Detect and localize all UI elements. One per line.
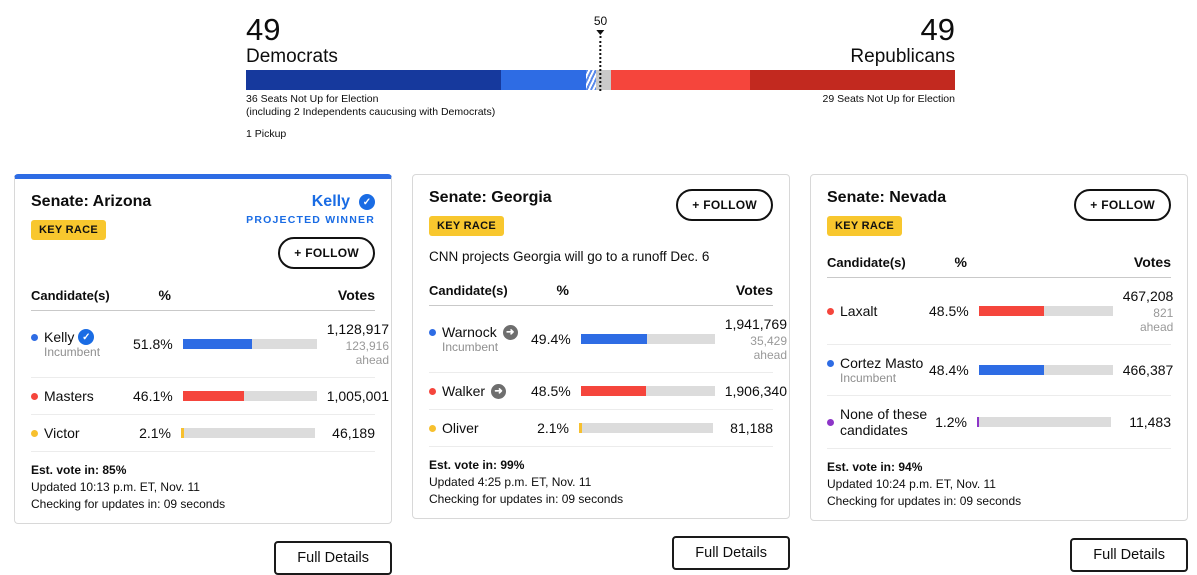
candidate-cell [827, 355, 929, 385]
candidate-row [31, 311, 389, 378]
race-title: Senate: Arizona [31, 193, 152, 210]
dem-party-dot [827, 360, 834, 367]
card-header-left [31, 193, 151, 269]
col-candidates: Candidate(s) [429, 282, 508, 298]
seat-segment-rep-won [611, 70, 750, 90]
candidate-pct: 1.2% [935, 414, 967, 430]
card-header-left [429, 189, 552, 236]
candidate-votes: 466,387 [1122, 362, 1174, 378]
bar-fill [581, 334, 647, 344]
updated-time: Updated 10:13 p.m. ET, Nov. 11 [31, 480, 200, 494]
table-header [827, 254, 1171, 278]
candidate-cell [827, 406, 929, 438]
bar-fill [579, 423, 582, 433]
update-countdown: Checking for updates in: 09 seconds [827, 494, 1022, 508]
candidate-name: Kelly [44, 329, 75, 345]
candidate-cell [31, 425, 133, 441]
candidate-name: Cortez Masto [840, 355, 924, 371]
candidate-name: Masters [44, 388, 94, 404]
rep-not-up-note: 29 Seats Not Up for Election [822, 93, 955, 105]
majority-arrow-icon [596, 30, 604, 35]
candidate-row [827, 345, 1174, 396]
candidate-cell [31, 329, 133, 359]
votes-value: 1,941,769 [724, 316, 787, 332]
key-race-badge: KEY RACE [429, 216, 504, 236]
candidate-name: Victor [44, 425, 80, 441]
est-label: Est. vote in: [827, 460, 896, 474]
bop-notes [246, 93, 955, 119]
candidate-cell [429, 383, 531, 399]
table-header [31, 287, 375, 311]
candidate-pct: 46.1% [133, 388, 173, 404]
candidate-bar [979, 365, 1113, 375]
bar-fill [581, 386, 646, 396]
votes-value: 1,128,917 [326, 321, 389, 337]
bar-fill [181, 428, 184, 438]
key-race-badge: KEY RACE [827, 216, 902, 236]
card-header [429, 189, 773, 236]
race-column-arizona [14, 174, 392, 575]
candidate-bar [183, 339, 317, 349]
candidate-row [827, 278, 1174, 345]
ahead-label: 821 ahead [1139, 306, 1174, 334]
candidate-name: Warnock [442, 324, 497, 340]
est-vote-in [429, 457, 773, 474]
candidate-votes [327, 321, 389, 367]
candidate-bar [579, 423, 713, 433]
candidate-cell [827, 303, 929, 319]
rep-summary [850, 14, 955, 68]
race-card-nevada [810, 174, 1188, 521]
ahead-label: 35,429 ahead [750, 334, 787, 362]
candidate-row [31, 415, 375, 452]
candidate-bar [979, 306, 1113, 316]
projected-winner-name [312, 193, 375, 211]
bar-fill [979, 306, 1044, 316]
dem-seat-count: 49 [246, 12, 281, 47]
card-header-right [246, 193, 375, 269]
details-row [412, 536, 790, 570]
candidate-name: None of these candidates [840, 406, 928, 438]
incumbent-label: Incumbent [44, 345, 101, 359]
candidate-votes: 81,188 [730, 420, 773, 436]
candidate-cell [429, 324, 531, 354]
winner-check-icon: ✓ [359, 194, 375, 210]
rep-party-dot [31, 393, 38, 400]
candidate-pct: 51.8% [133, 336, 173, 352]
winner-check-icon: ✓ [78, 329, 94, 345]
race-title: Senate: Nevada [827, 189, 947, 206]
candidate-bar [977, 417, 1111, 427]
incumbent-label: Incumbent [442, 340, 499, 354]
other-party-dot [429, 425, 436, 432]
follow-button[interactable]: + FOLLOW [1074, 189, 1171, 221]
card-footer [31, 452, 375, 513]
full-details-button[interactable]: Full Details [274, 541, 392, 575]
candidate-cell [31, 388, 133, 404]
candidate-votes: 1,906,340 [724, 383, 787, 399]
race-card-georgia [412, 174, 790, 519]
update-countdown: Checking for updates in: 09 seconds [429, 492, 624, 506]
candidate-bar [581, 334, 715, 344]
votes-value: 467,208 [1122, 288, 1174, 304]
key-race-badge: KEY RACE [31, 220, 106, 240]
candidate-pct: 48.4% [929, 362, 969, 378]
candidate-bar [183, 391, 317, 401]
est-value: 85% [102, 463, 127, 477]
seat-segment-rep-not-up [750, 70, 955, 90]
candidate-pct: 48.5% [531, 383, 571, 399]
est-value: 94% [898, 460, 923, 474]
dem-summary [246, 14, 338, 68]
table-header [429, 282, 773, 306]
col-votes: Votes [337, 287, 375, 303]
candidate-votes: 11,483 [1129, 414, 1171, 430]
race-column-nevada [810, 174, 1188, 572]
details-row [810, 538, 1188, 572]
est-label: Est. vote in: [31, 463, 100, 477]
rep-party-dot [429, 388, 436, 395]
full-details-button[interactable]: Full Details [1070, 538, 1188, 572]
candidate-pct: 2.1% [139, 425, 171, 441]
results-table [827, 254, 1174, 449]
card-footer [429, 447, 773, 508]
update-countdown: Checking for updates in: 09 seconds [31, 497, 226, 511]
details-row [14, 541, 392, 575]
candidate-name: Oliver [442, 420, 479, 436]
seat-segment-dem-not-up [246, 70, 501, 90]
col-pct: % [158, 287, 171, 303]
rep-party-label: Republicans [850, 46, 955, 67]
majority-marker [594, 14, 607, 91]
est-vote-in [31, 462, 375, 479]
race-cards [0, 174, 1197, 575]
rep-party-dot [827, 308, 834, 315]
updated-time: Updated 4:25 p.m. ET, Nov. 11 [429, 475, 592, 489]
other-party-dot [31, 430, 38, 437]
results-table [429, 282, 787, 447]
candidate-row [429, 410, 773, 447]
candidate-bar [581, 386, 715, 396]
incumbent-label: Incumbent [840, 371, 897, 385]
updated-time: Updated 10:24 p.m. ET, Nov. 11 [827, 477, 996, 491]
candidate-name: Walker [442, 383, 486, 399]
col-candidates: Candidate(s) [31, 287, 110, 303]
dem-party-label: Democrats [246, 46, 338, 67]
results-table [31, 287, 389, 452]
est-vote-in [827, 459, 1171, 476]
card-footer [827, 449, 1171, 510]
dem-independents-line: (including 2 Independents caucusing with Democrats) [246, 106, 496, 118]
race-column-georgia [412, 174, 790, 570]
card-header [31, 193, 375, 269]
col-pct: % [556, 282, 569, 298]
candidate-row [31, 378, 389, 415]
projected-winner-label: PROJECTED WINNER [246, 214, 375, 226]
card-header-left [827, 189, 946, 236]
card-header [827, 189, 1171, 236]
ahead-label: 123,916 ahead [345, 339, 389, 367]
candidate-row [827, 396, 1171, 449]
col-votes: Votes [1133, 254, 1171, 270]
majority-dotted-line [599, 36, 601, 91]
follow-button[interactable]: + FOLLOW [676, 189, 773, 221]
runoff-advance-icon: ➜ [491, 384, 506, 399]
candidate-votes: 46,189 [332, 425, 375, 441]
runoff-advance-icon: ➜ [503, 325, 518, 340]
bar-fill [979, 365, 1044, 375]
rep-seat-count: 49 [920, 12, 955, 47]
race-title: Senate: Georgia [429, 189, 552, 206]
est-label: Est. vote in: [429, 458, 498, 472]
candidate-pct: 48.5% [929, 303, 969, 319]
candidate-bar [181, 428, 315, 438]
follow-button[interactable]: + FOLLOW [278, 237, 375, 269]
dem-not-up-line: 36 Seats Not Up for Election [246, 93, 379, 105]
race-card-arizona [14, 174, 392, 524]
independent-party-dot [827, 419, 834, 426]
bar-fill [183, 339, 252, 349]
full-details-button[interactable]: Full Details [672, 536, 790, 570]
bar-fill [977, 417, 979, 427]
candidate-pct: 2.1% [537, 420, 569, 436]
candidate-votes [725, 316, 787, 362]
dem-not-up-note [246, 93, 495, 119]
candidate-row [429, 306, 787, 373]
seat-segment-dem-won [501, 70, 586, 90]
candidate-pct: 49.4% [531, 331, 571, 347]
card-header-right [1074, 189, 1171, 236]
winner-name-text: Kelly [311, 193, 350, 210]
col-candidates: Candidate(s) [827, 254, 906, 270]
race-note: CNN projects Georgia will go to a runoff Dec. 6 [429, 249, 710, 264]
candidate-row [429, 373, 787, 410]
candidate-votes [1123, 288, 1174, 334]
candidate-name: Laxalt [840, 303, 878, 319]
est-value: 99% [500, 458, 525, 472]
col-pct: % [954, 254, 967, 270]
candidate-cell [429, 420, 531, 436]
col-votes: Votes [735, 282, 773, 298]
balance-of-power [246, 14, 955, 140]
candidate-votes: 1,005,001 [326, 388, 389, 404]
majority-label: 50 [593, 14, 608, 28]
dem-party-dot [429, 329, 436, 336]
card-header-right [676, 189, 773, 236]
dem-pickup-note: 1 Pickup [246, 128, 287, 140]
bar-fill [183, 391, 245, 401]
dem-party-dot [31, 334, 38, 341]
